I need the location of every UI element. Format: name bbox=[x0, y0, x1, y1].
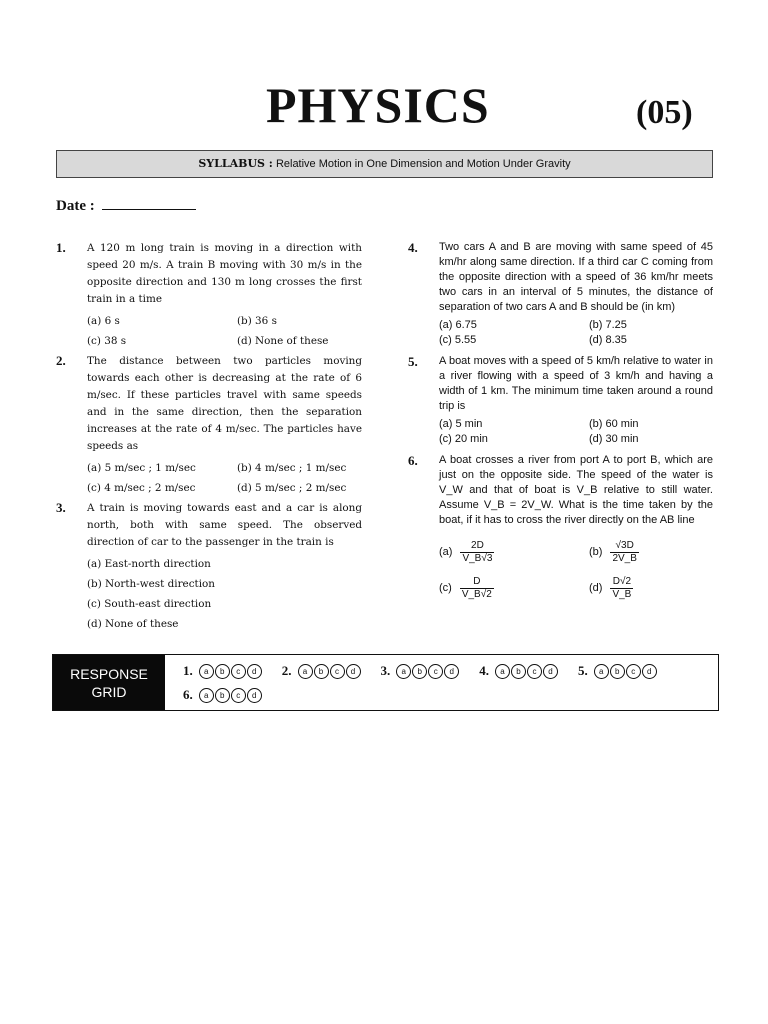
option-b: (b) 4 m/sec ; 1 m/sec bbox=[237, 462, 347, 474]
question-text: A boat crosses a river from port A to port B, which are just on the opposite side. The speed of the water is V_W and that of boat is V_B relative to still water. Assume V_B = 2V_W. What is the time taken by the boat, if it has to cross the river directly on the AB line bbox=[439, 454, 713, 526]
question-number: 6. bbox=[408, 453, 418, 468]
question-text: A boat moves with a speed of 5 km/h relative to water in a river flowing with a speed of 3 km/h and having a width of 1 km. The minimum time taken around a round trip is bbox=[439, 355, 713, 412]
grid-item bbox=[479, 663, 559, 679]
answer-bubble-c[interactable]: c bbox=[428, 664, 443, 679]
option-c: (c) 5.55 bbox=[439, 334, 477, 346]
grid-item-number: 5. bbox=[578, 663, 588, 678]
grid-item bbox=[183, 687, 263, 703]
question-text: Two cars A and B are moving with same speed of 45 km/hr along same direction. If a third car C coming from the opposite direction with a speed of 36 km/hr meets two cars in an interval of 5 minutes, the distance of separation of two cars A and B should be (in km) bbox=[439, 241, 713, 313]
left-column bbox=[56, 240, 362, 638]
grid-row bbox=[183, 659, 677, 683]
question-number: 3. bbox=[56, 500, 66, 515]
answer-bubble-c[interactable]: c bbox=[626, 664, 641, 679]
answer-bubble-c[interactable]: c bbox=[231, 688, 246, 703]
response-grid-rows bbox=[183, 659, 677, 707]
date-blank-line bbox=[102, 196, 196, 210]
answer-bubble-a[interactable]: a bbox=[396, 664, 411, 679]
answer-bubble-b[interactable]: b bbox=[412, 664, 427, 679]
fraction-numerator: √3D bbox=[610, 540, 638, 553]
date-label: Date : bbox=[56, 198, 95, 214]
option-a bbox=[439, 534, 589, 570]
option-c-label: (c) bbox=[439, 582, 452, 594]
question-number: 4. bbox=[408, 240, 418, 255]
option-b bbox=[589, 534, 709, 570]
answer-bubble-b[interactable]: b bbox=[511, 664, 526, 679]
option-a: (a) 5 min bbox=[439, 418, 483, 430]
option-b-label: (b) bbox=[589, 546, 603, 558]
paper-number: (05) bbox=[636, 94, 693, 131]
option-a: (a) 6 s bbox=[87, 315, 120, 327]
answer-bubble-d[interactable]: d bbox=[346, 664, 361, 679]
question-text: The distance between two particles moving towards each other is decreasing at the rate of 6 m/sec. If these particles travel with same speeds and in the same direction, then the separation increases at the rate of 4 m/sec. The particles have speeds as bbox=[87, 355, 362, 452]
options bbox=[439, 417, 713, 447]
response-grid-label bbox=[53, 655, 165, 710]
question-text: A 120 m long train is moving in a direction with speed 20 m/s. A train B moving with 30 m/s in the opposite direction and 130 m long crosses the first train in a time bbox=[87, 242, 362, 305]
answer-bubble-c[interactable]: c bbox=[527, 664, 542, 679]
options bbox=[87, 554, 362, 634]
grid-item-number: 6. bbox=[183, 687, 193, 702]
grid-item bbox=[578, 663, 658, 679]
answer-bubble-a[interactable]: a bbox=[594, 664, 609, 679]
fraction-denominator: V_B√3 bbox=[462, 552, 493, 564]
answer-bubble-c[interactable]: c bbox=[231, 664, 246, 679]
answer-bubble-c[interactable]: c bbox=[330, 664, 345, 679]
option-d-label: (d) bbox=[589, 582, 603, 594]
option-b: (b) 7.25 bbox=[589, 319, 627, 331]
answer-bubble-d[interactable]: d bbox=[444, 664, 459, 679]
grid-item bbox=[381, 663, 461, 679]
fraction bbox=[610, 540, 638, 565]
grid-item bbox=[183, 663, 263, 679]
option-c bbox=[439, 570, 589, 606]
option-b: (b) 36 s bbox=[237, 315, 277, 327]
page-title: PHYSICS bbox=[266, 77, 490, 133]
question-6 bbox=[408, 453, 713, 606]
grid-item-number: 1. bbox=[183, 663, 193, 678]
option-d: (d) 8.35 bbox=[589, 334, 627, 346]
fraction bbox=[460, 540, 494, 565]
syllabus-label: SYLLABUS : bbox=[198, 157, 273, 170]
question-1 bbox=[56, 240, 362, 351]
option-d: (d) 5 m/sec ; 2 m/sec bbox=[237, 482, 347, 494]
answer-bubble-d[interactable]: d bbox=[247, 688, 262, 703]
date-field bbox=[56, 196, 196, 215]
question-number: 1. bbox=[56, 240, 66, 255]
grid-item bbox=[282, 663, 362, 679]
option-a-label: (a) bbox=[439, 546, 453, 558]
answer-bubble-d[interactable]: d bbox=[642, 664, 657, 679]
grid-item-number: 2. bbox=[281, 663, 292, 678]
question-number: 5. bbox=[408, 354, 418, 369]
syllabus-bar bbox=[56, 150, 713, 178]
question-4 bbox=[408, 240, 713, 348]
fraction-denominator: V_B bbox=[612, 588, 632, 600]
grid-item-number: 3. bbox=[380, 663, 391, 678]
option-c: (c) South-east direction bbox=[87, 598, 212, 610]
options bbox=[87, 311, 362, 351]
fraction-numerator: D bbox=[460, 576, 494, 589]
option-c: (c) 20 min bbox=[439, 433, 488, 445]
option-a: (a) 6.75 bbox=[439, 319, 477, 331]
option-c: (c) 4 m/sec ; 2 m/sec bbox=[87, 482, 196, 494]
question-3 bbox=[56, 500, 362, 634]
syllabus-text: Relative Motion in One Dimension and Motion Under Gravity bbox=[275, 158, 571, 170]
grid-label-line2: GRID bbox=[91, 683, 127, 700]
answer-bubble-b[interactable]: b bbox=[314, 664, 329, 679]
answer-bubble-b[interactable]: b bbox=[610, 664, 625, 679]
grid-item-number: 4. bbox=[479, 663, 489, 678]
fraction bbox=[460, 576, 494, 601]
answer-bubble-a[interactable]: a bbox=[495, 664, 510, 679]
option-d bbox=[589, 570, 709, 606]
response-grid bbox=[52, 654, 719, 711]
answer-bubble-b[interactable]: b bbox=[215, 664, 230, 679]
option-d: (d) None of these bbox=[87, 618, 179, 630]
fraction-numerator: 2D bbox=[460, 540, 494, 553]
answer-bubble-d[interactable]: d bbox=[543, 664, 558, 679]
answer-bubble-a[interactable]: a bbox=[199, 664, 214, 679]
option-d: (d) 30 min bbox=[589, 433, 639, 445]
answer-bubble-a[interactable]: a bbox=[199, 688, 214, 703]
answer-bubble-b[interactable]: b bbox=[215, 688, 230, 703]
option-a: (a) 5 m/sec ; 1 m/sec bbox=[87, 462, 196, 474]
grid-row bbox=[183, 683, 677, 707]
fraction-denominator: V_B√2 bbox=[461, 588, 492, 600]
question-number: 2. bbox=[56, 353, 66, 368]
fraction-numerator: D√2 bbox=[610, 576, 633, 589]
right-column bbox=[408, 240, 713, 610]
fraction bbox=[610, 576, 633, 601]
fraction-denominator: 2V_B bbox=[612, 552, 637, 564]
grid-label-line1: RESPONSE bbox=[70, 665, 148, 682]
option-a: (a) East-north direction bbox=[87, 558, 211, 570]
option-b: (b) North-west direction bbox=[87, 578, 215, 590]
question-text: A train is moving towards east and a car is along north, both with same speed. The observed direction of car to the passenger in the train is bbox=[87, 502, 362, 548]
option-c: (c) 38 s bbox=[87, 335, 127, 347]
options bbox=[87, 458, 362, 498]
answer-bubble-a[interactable]: a bbox=[298, 664, 313, 679]
question-5 bbox=[408, 354, 713, 447]
options bbox=[439, 318, 713, 348]
question-2 bbox=[56, 353, 362, 498]
option-b: (b) 60 min bbox=[589, 418, 639, 430]
answer-bubble-d[interactable]: d bbox=[247, 664, 262, 679]
options bbox=[439, 534, 713, 606]
option-d: (d) None of these bbox=[237, 335, 329, 347]
